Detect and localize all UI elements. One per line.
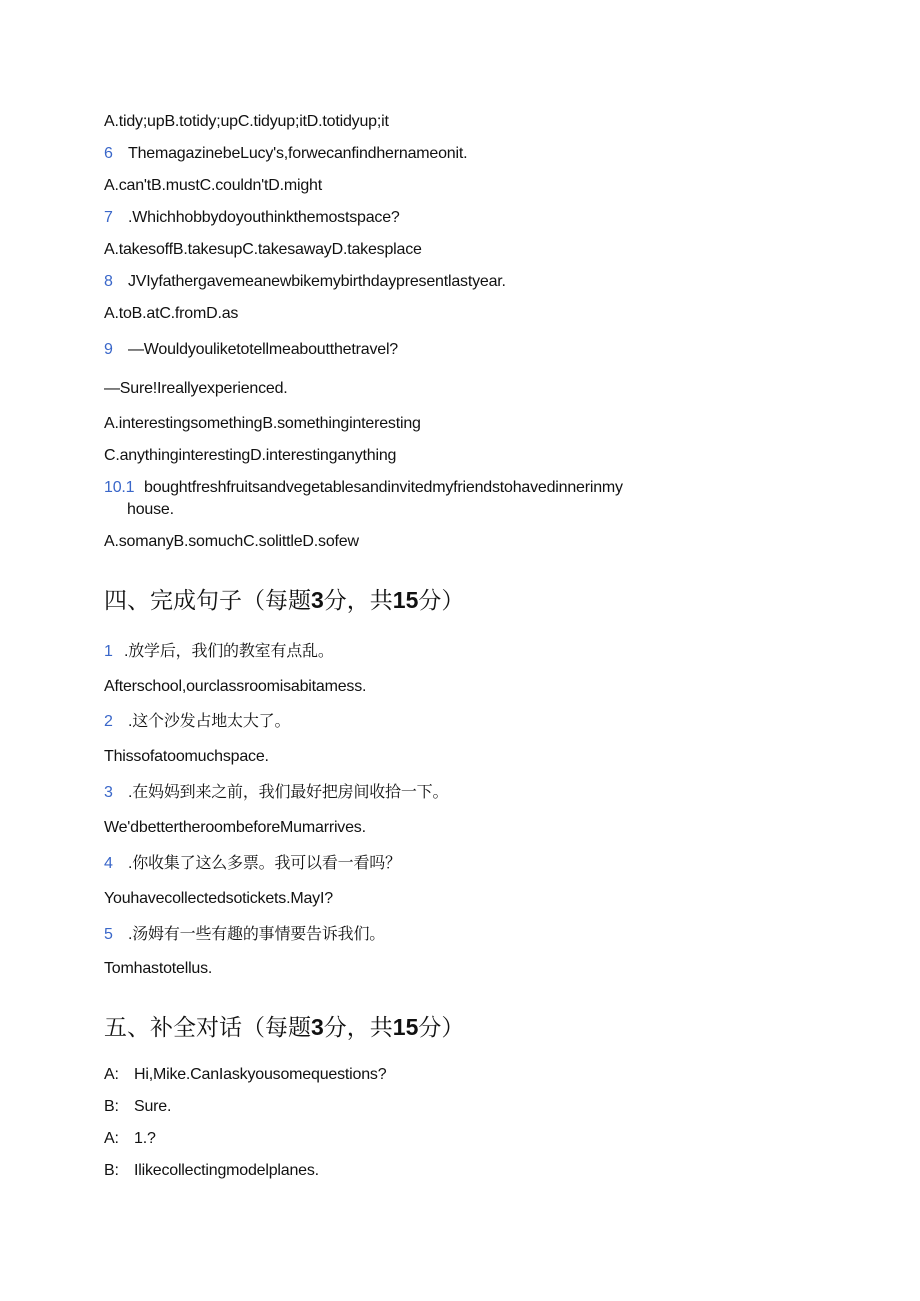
question-10-continuation: house. xyxy=(127,501,174,518)
question-8 xyxy=(104,272,506,292)
options-line-8: A.toB.atC.fromD.as xyxy=(104,305,239,322)
speaker-label: A: xyxy=(104,1066,119,1083)
heading-total: 15 xyxy=(392,587,419,613)
question-text: —Wouldyouliketotellmeaboutthetravel? xyxy=(128,341,398,358)
chinese-prompt: .放学后，我们的教室有点乱。 xyxy=(124,643,334,660)
item-number: 5 xyxy=(104,926,113,943)
question-number: 8 xyxy=(104,273,113,290)
options-line-6: A.can'tB.mustC.couldn'tD.might xyxy=(104,177,322,194)
item-number: 4 xyxy=(104,855,113,872)
sentence-item-2-cn xyxy=(104,712,290,732)
sentence-item-2-en: Thissofatoomuchspace. xyxy=(104,748,269,765)
sentence-item-3-cn xyxy=(104,783,448,803)
sentence-item-1-cn xyxy=(104,642,334,662)
heading-part: 四、完成句子（每题 xyxy=(104,587,311,613)
heading-part: 分） xyxy=(418,1014,465,1040)
question-text: boughtfreshfruitsandvegetablesandinvitedmyfriendstohavedinnerinmy xyxy=(144,479,623,496)
question-6 xyxy=(104,144,467,164)
question-10 xyxy=(104,478,623,498)
question-9 xyxy=(104,340,398,360)
dialog-line-1 xyxy=(104,1065,386,1085)
question-number: 10.1 xyxy=(104,479,135,496)
item-number: 1 xyxy=(104,643,113,660)
dialog-line-2 xyxy=(104,1097,171,1117)
dialog-text: Hi,Mike.CanIaskyousomequestions? xyxy=(134,1066,387,1083)
dialog-text: Sure. xyxy=(134,1098,172,1115)
sentence-item-1-en: Afterschool,ourclassroomisabitamess. xyxy=(104,678,367,695)
section-5-heading xyxy=(104,1012,464,1042)
question-text: ThemagazinebeLucy's,forwecanfindhernameonit. xyxy=(128,145,468,162)
heading-score: 3 xyxy=(311,1014,324,1040)
question-number: 7 xyxy=(104,209,113,226)
heading-part: 分） xyxy=(418,587,465,613)
dialog-line-4 xyxy=(104,1161,319,1181)
heading-part: 五、补全对话（每题 xyxy=(104,1014,311,1040)
chinese-prompt: .在妈妈到来之前，我们最好把房间收拾一下。 xyxy=(128,784,449,801)
sentence-item-4-cn xyxy=(104,854,401,874)
sentence-item-3-en: We'dbettertheroombeforeMumarrives. xyxy=(104,819,366,836)
question-number: 9 xyxy=(104,341,113,358)
options-line-9b: C.anythinginterestingD.interestinganything xyxy=(104,447,397,464)
options-line-10: A.somanyB.somuchC.solittleD.sofew xyxy=(104,533,359,550)
heading-total: 15 xyxy=(392,1014,419,1040)
item-number: 3 xyxy=(104,784,113,801)
sentence-item-5-cn xyxy=(104,925,385,945)
question-text: .Whichhobbydoyouthinkthemostspace? xyxy=(128,209,400,226)
chinese-prompt: .这个沙发占地太大了。 xyxy=(128,713,291,730)
item-number: 2 xyxy=(104,713,113,730)
question-text: JVIyfathergavemeanewbikemybirthdaypresentlastyear. xyxy=(128,273,506,290)
dialog-text: Ilikecollectingmodelplanes. xyxy=(134,1162,319,1179)
chinese-prompt: .你收集了这么多票。我可以看一看吗？ xyxy=(128,855,401,872)
question-number: 6 xyxy=(104,145,113,162)
speaker-label: A: xyxy=(104,1130,119,1147)
options-line-7: A.takesoffB.takesupC.takesawayD.takesplace xyxy=(104,241,422,258)
sentence-item-5-en: Tomhastotellus. xyxy=(104,960,213,977)
dialog-text: 1.? xyxy=(134,1130,156,1147)
options-line-9a: A.interestingsomethingB.somethinginteresting xyxy=(104,415,421,432)
chinese-prompt: .汤姆有一些有趣的事情要告诉我们。 xyxy=(128,926,386,943)
question-7 xyxy=(104,208,400,228)
heading-part: 分，共 xyxy=(323,1014,393,1040)
section-4-heading xyxy=(104,585,464,615)
heading-score: 3 xyxy=(311,587,324,613)
dialog-answer-line: —Sure!Ireallyexperienced. xyxy=(104,380,288,397)
heading-part: 分，共 xyxy=(323,587,393,613)
sentence-item-4-en: Youhavecollectedsotickets.MayI? xyxy=(104,890,333,907)
dialog-line-3 xyxy=(104,1129,156,1149)
speaker-label: B: xyxy=(104,1098,119,1115)
speaker-label: B: xyxy=(104,1162,119,1179)
options-line-5: A.tidy;upB.totidy;upC.tidyup;itD.totidyup;it xyxy=(104,113,389,130)
